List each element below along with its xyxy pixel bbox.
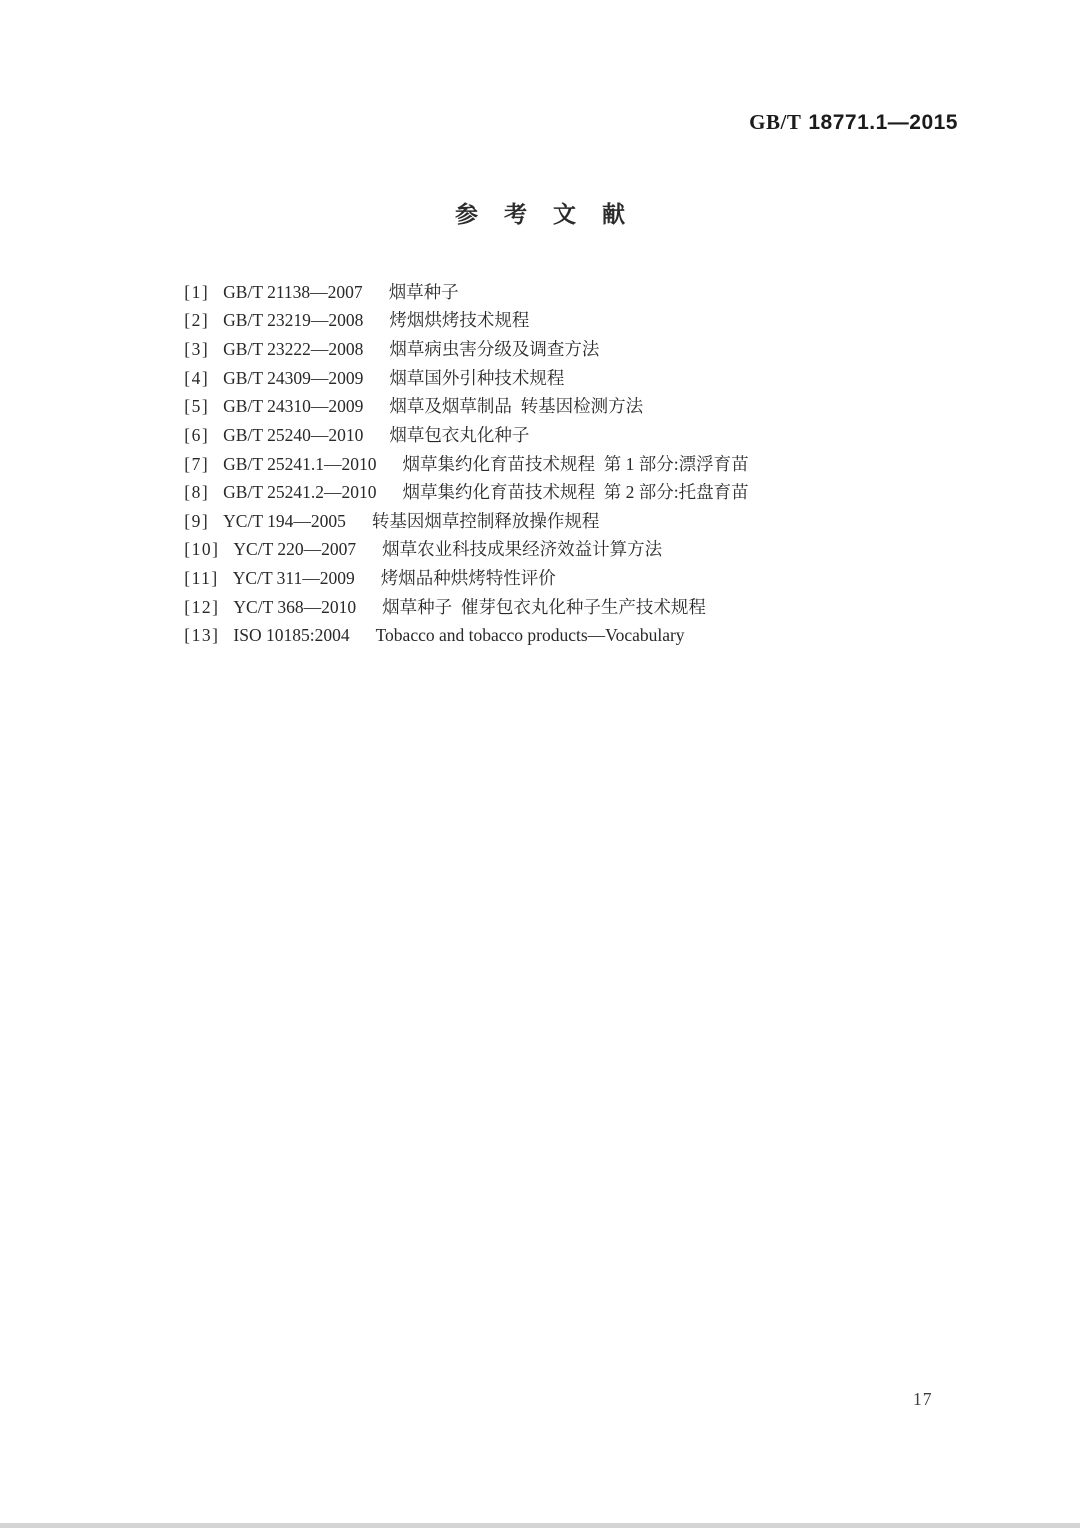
reference-title: 烟草种子 催芽包衣丸化种子生产技术规程 <box>382 596 706 617</box>
reference-title: 烟草集约化育苗技术规程 第 1 部分:漂浮育苗 <box>402 453 749 474</box>
reference-title: 烟草农业科技成果经济效益计算方法 <box>382 539 663 560</box>
reference-code: GB/T 25240—2010 <box>223 424 364 445</box>
reference-code: ISO 10185:2004 <box>233 625 350 646</box>
reference-title: 烟草病虫害分级及调查方法 <box>389 338 600 359</box>
reference-number: [11] <box>184 568 219 589</box>
reference-code: GB/T 23222—2008 <box>223 338 364 359</box>
reference-code: GB/T 24310—2009 <box>223 396 364 417</box>
reference-title: 烟草国外引种技术规程 <box>389 367 565 388</box>
reference-number: [9] <box>184 510 210 531</box>
standard-code-header <box>749 110 958 135</box>
reference-number: [6] <box>184 424 210 445</box>
reference-title: 烟草包衣丸化种子 <box>389 424 530 445</box>
reference-item <box>158 249 1040 302</box>
reference-code: YC/T 194—2005 <box>223 510 346 531</box>
reference-list <box>158 249 1040 646</box>
reference-code: GB/T 25241.1—2010 <box>223 453 377 474</box>
reference-number: [12] <box>184 596 220 617</box>
reference-number: [4] <box>184 367 210 388</box>
page-title: 参考文献 <box>455 201 651 227</box>
reference-number: [2] <box>184 310 210 331</box>
reference-number: [13] <box>184 625 220 646</box>
reference-title: 烟草及烟草制品 转基因检测方法 <box>389 396 644 417</box>
reference-number: [8] <box>184 482 210 503</box>
reference-title: 转基因烟草控制释放操作规程 <box>371 510 600 531</box>
standard-code-number: 18771.1—2015 <box>808 111 958 134</box>
reference-number: [5] <box>184 396 210 417</box>
reference-code: GB/T 23219—2008 <box>223 310 364 331</box>
reference-title: Tobacco and tobacco products—Vocabulary <box>375 625 685 646</box>
standard-code-prefix: GB/T <box>749 110 802 134</box>
reference-title: 烟草种子 <box>388 281 459 302</box>
reference-code: YC/T 311—2009 <box>232 568 355 589</box>
reference-title: 烤烟烘烤技术规程 <box>389 310 530 331</box>
reference-code: GB/T 24309—2009 <box>223 367 364 388</box>
scan-edge-divider <box>0 1523 1080 1528</box>
reference-code: YC/T 220—2007 <box>233 539 357 560</box>
reference-number: [3] <box>184 338 210 359</box>
reference-number: [7] <box>184 453 210 474</box>
reference-title: 烟草集约化育苗技术规程 第 2 部分:托盘育苗 <box>402 482 749 503</box>
reference-number: [10] <box>184 539 220 560</box>
reference-code: YC/T 368—2010 <box>233 596 357 617</box>
reference-title: 烤烟品种烘烤特性评价 <box>380 568 556 589</box>
reference-number: [1] <box>184 281 210 302</box>
reference-code: GB/T 21138—2007 <box>223 281 363 302</box>
page-number: 17 <box>913 1389 933 1409</box>
reference-code: GB/T 25241.2—2010 <box>223 482 377 503</box>
